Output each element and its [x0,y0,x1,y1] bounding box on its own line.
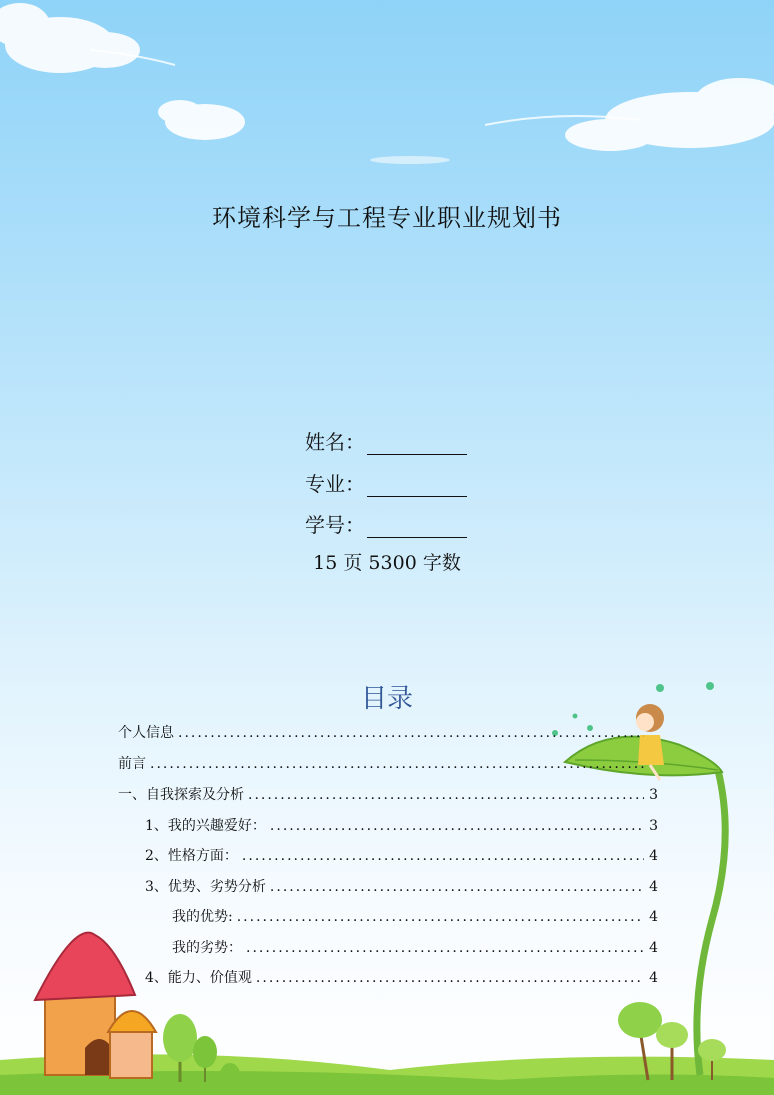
major-field-label: 专业： [305,472,365,496]
toc-entry[interactable] [0,753,658,773]
toc-leader-dots [248,787,644,803]
major-blank-line[interactable] [367,474,467,497]
toc-heading: 目录 [360,684,413,714]
toc-leader-dots [270,879,644,895]
toc-entry-label: 2、性格方面： [145,848,238,864]
toc-entry-page: 4 [649,848,658,864]
toc-entry[interactable] [0,937,658,957]
toc-entry-page: 3 [649,818,658,834]
student-id-blank-line[interactable] [367,515,467,538]
toc-leader-dots [150,756,644,772]
major-field[interactable] [305,468,467,497]
toc-leader-dots [256,970,644,986]
toc-leader-dots [270,818,644,834]
student-id-field-label: 学号： [305,513,365,537]
toc-entry-page: 4 [649,970,658,986]
toc-entry[interactable] [0,967,658,987]
toc-entry-label: 4、能力、价值观 [145,970,252,986]
toc-entry[interactable] [0,845,658,865]
toc-entry-label: 1、我的兴趣爱好： [145,818,266,834]
student-id-field[interactable] [305,509,467,538]
cloud-icon [0,3,774,164]
toc-leader-dots [242,848,644,864]
toc-entry[interactable] [0,906,658,926]
toc-entry[interactable] [0,815,658,835]
document-title: 环境科学与工程专业职业规划书 [212,204,562,232]
page-word-count: 15 页 5300 字数 [313,552,461,574]
toc-entry-page: 4 [649,909,658,925]
toc-leader-dots [237,909,644,925]
name-field-label: 姓名： [305,430,365,454]
toc-entry-label: 我的劣势： [172,940,242,956]
toc-entry-label: 我的优势: [172,909,233,925]
toc-entry-page: 3 [649,787,658,803]
name-field[interactable] [305,426,467,455]
name-blank-line[interactable] [367,432,467,455]
toc-entry-label: 个人信息 [118,725,174,741]
toc-entry-label: 前言 [118,756,146,772]
toc-entry-page: 4 [649,940,658,956]
toc-entry-label: 3、优势、劣势分析 [145,879,266,895]
toc-entry-page: 4 [649,879,658,895]
toc-entry[interactable] [0,722,658,742]
toc-entry[interactable] [0,784,658,804]
toc-entry-label: 一、自我探索及分析 [118,787,244,803]
toc-leader-dots [178,725,644,741]
toc-entry[interactable] [0,876,658,896]
plant-stem [697,770,725,1075]
toc-leader-dots [246,940,644,956]
